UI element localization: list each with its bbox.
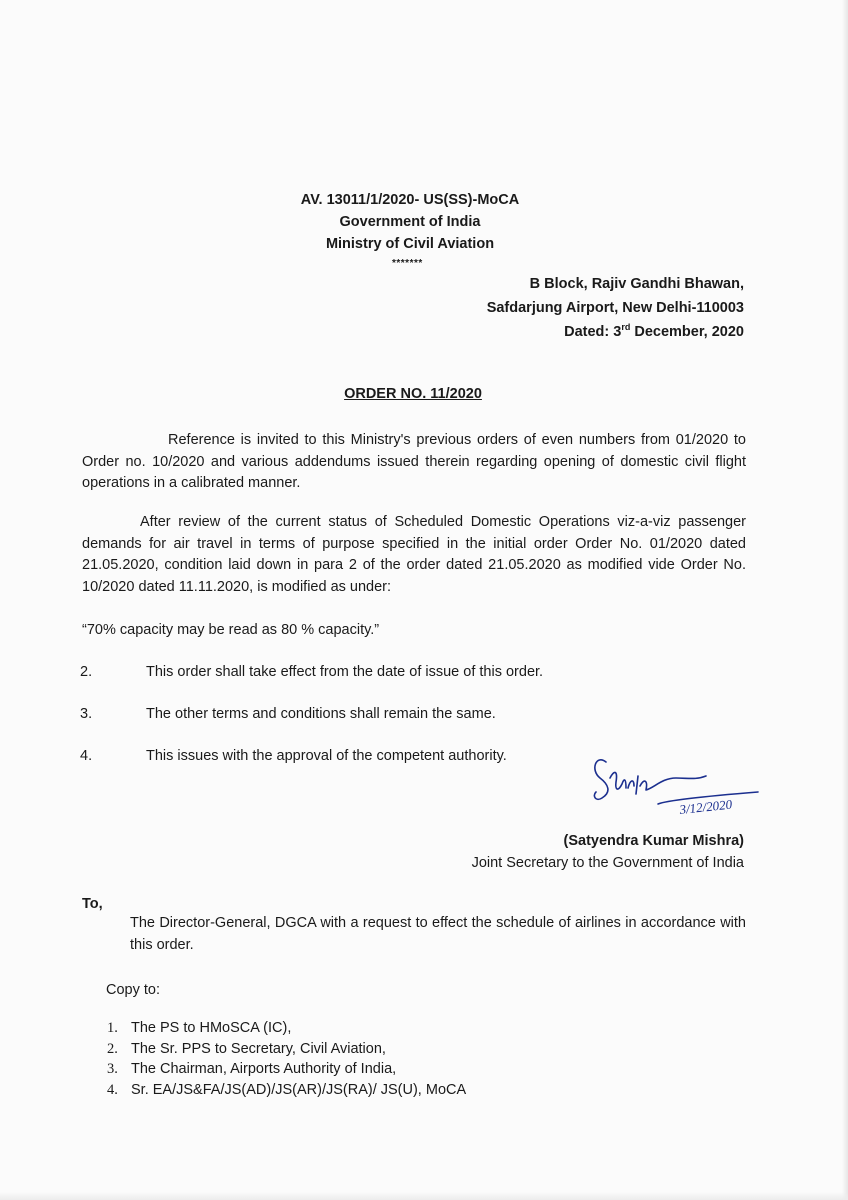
copy-to-label: Copy to:: [106, 982, 160, 998]
header-separator: *******: [392, 258, 423, 269]
paragraph-reference: Reference is invited to this Ministry's previous orders of even numbers from 01/2020 to Order no. 10/2020 and various addendums issued therein regarding opening of domestic civil flight operations in a calibrated manner.: [82, 432, 746, 491]
list-number: 3.: [107, 1061, 118, 1077]
clause-text: The other terms and conditions shall remain the same.: [146, 706, 496, 722]
dated-suffix: December, 2020: [630, 323, 744, 340]
list-number: 1.: [107, 1020, 118, 1036]
page-bottom-shadow: [0, 1192, 848, 1200]
clause-number: 3.: [80, 706, 93, 722]
paragraph-review: After review of the current status of Scheduled Domestic Operations viz-a-viz passenger demands for air travel in terms of purpose specified in the initial order Order No. 01/2020 dated 21.05.2020, condition laid down in para 2 of the order dated 21.05.2020 as modified vide Order No. 10/2020 dated 11.11.2020, is modified as under:: [82, 514, 746, 595]
dated-prefix: Dated: 3: [564, 323, 622, 340]
signatory-designation: Joint Secretary to the Government of India: [471, 855, 744, 871]
list-number: 4.: [107, 1081, 118, 1098]
order-title: ORDER NO. 11/2020: [344, 386, 482, 402]
signature-date: 3/12/2020: [678, 796, 733, 817]
list-item: [107, 1039, 466, 1060]
file-number: AV. 13011/1/2020- US(SS)-MoCA: [300, 192, 520, 208]
list-item: [107, 1018, 466, 1039]
handwritten-signature: [588, 748, 768, 820]
ministry-heading: Ministry of Civil Aviation: [325, 236, 495, 252]
copy-to-list: [107, 1018, 466, 1100]
dated-line: [564, 322, 744, 340]
address-line-2: Safdarjung Airport, New Delhi-110003: [486, 300, 744, 316]
address-line-1: B Block, Rajiv Gandhi Bhawan,: [529, 276, 744, 292]
clause-number: 4.: [80, 748, 93, 764]
list-text: The Sr. PPS to Secretary, Civil Aviation,: [131, 1040, 386, 1057]
clause-text: This order shall take effect from the date of issue of this order.: [146, 664, 544, 680]
clause-text: This issues with the approval of the competent authority.: [146, 748, 507, 764]
dated-superscript: rd: [621, 322, 631, 332]
list-text: The PS to HMoSCA (IC),: [131, 1020, 292, 1036]
signatory-name: (Satyendra Kumar Mishra): [563, 833, 744, 849]
list-text: Sr. EA/JS&FA/JS(AD)/JS(AR)/JS(RA)/ JS(U), MoCA: [131, 1081, 467, 1098]
list-item: [107, 1080, 466, 1101]
list-text: The Chairman, Airports Authority of India,: [131, 1061, 397, 1077]
list-number: 2.: [107, 1040, 118, 1057]
paragraph-capacity-quote: “70% capacity may be read as 80 % capacity.”: [82, 622, 380, 638]
government-heading: Government of India: [339, 214, 481, 230]
to-recipient-text: The Director-General, DGCA with a request to effect the schedule of airlines in accordance with this order.: [130, 915, 746, 953]
to-label: To,: [82, 896, 103, 912]
page-edge-shadow: [842, 0, 848, 1200]
clause-number: 2.: [80, 664, 93, 680]
list-item: [107, 1059, 466, 1080]
